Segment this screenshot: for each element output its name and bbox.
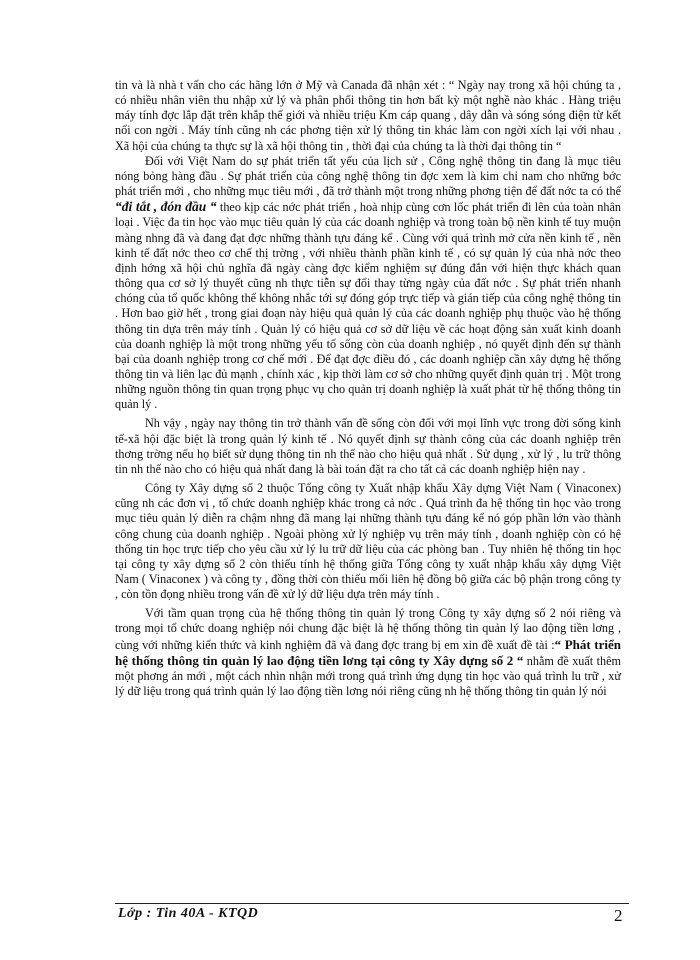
page-number: 2 — [614, 906, 623, 925]
paragraph-5 — [115, 606, 621, 699]
paragraph-1 — [115, 78, 621, 154]
emphasis-shortcut-phrase: “đi tắt , đón đầu “ — [115, 199, 217, 215]
paragraph-3-text: Nh vậy , ngày nay thông tin trở thành vấn đề sống còn đối với mọi lĩnh vực trong đời sống kinh tế-xã hội đặc biệt là trong quản lý kinh tế . Nó quyết định sự thành công của các doanh nghiệp trên thơng trờng nếu họ biết sử dụng thông tin nh thế nào cho hiệu quả nhất . Sử dụng , xử lý , lu trữ thông tin nh thế nào cho có hiệu quả nhất đang là bài toán đặt ra cho tất cả các doanh nghiệp hiện nay . — [115, 416, 621, 476]
paragraph-4-text: Công ty Xây dựng số 2 thuộc Tổng công ty Xuất nhập khẩu Xây dựng Việt Nam ( Vinaconex) cũng nh các đơn vị , tổ chức doanh nghiệp khác trong cả nớc . Quá trình đa hệ thống tin học vào trong mục tiêu quản lý diễn ra chậm nhng đã mang lại những thành tựu đáng kể nó góp phần lớn vào thành công chung của doanh nghiệp . Ngoài phòng xử lý nghiệp vụ trên máy tính , doanh nghiệp còn có hệ thống tin học trực tiếp cho yêu cầu xử lý lu trữ dữ liệu của các phòng ban . Tuy nhiên hệ thống tin học tại công ty xây dựng số 2 còn thiếu tính hệ thống giữa Tổng công ty xuất nhập khẩu xây dựng Việt Nam ( Vinaconex ) và công ty , đồng thời còn thiếu mối liên hệ đồng bộ giữa các bộ phận trong công ty , còn tồn đọng nhiều trong vấn đề xử lý dữ liệu dựa trên máy tính . — [115, 481, 621, 602]
paragraph-1-text: tin và là nhà t vấn cho các hãng lớn ở Mỹ và Canada đã nhận xét : “ Ngày nay trong xã hội chúng ta , có nhiều nhân viên thu nhập xử lý và phân phối thông tin hơn bất kỳ một nghề nào khác . Hàng triệu máy tính đợc lắp đặt trên khắp thế giới và nhiều triệu Km cáp quang , dây dẫn và sóng sóng điện từ kết nối con ngời . Máy tính cũng nh các phơng tiện xử lý thông tin khác làm con ngời xích lại với nhau . Xã hội của chúng ta thực sự là xã hội thông tin , thời đại của chúng ta là thời đại thông tin “ — [115, 78, 621, 153]
footer-divider — [115, 903, 629, 904]
body-text — [115, 78, 621, 699]
thesis-title: “ Phát triển hệ thống thông tin quản lý lao động tiền lơng tại công ty Xây dựng số 2 “ — [115, 636, 621, 668]
footer-class-label: Lớp : Tin 40A - KTQD — [118, 906, 259, 921]
paragraph-2-text-a: Đối với Việt Nam do sự phát triển tất yếu của lịch sử , Công nghệ thông tin đang là mục tiêu nóng bỏng hàng đầu . Sự phát triển của công nghệ thông tin đợc xem là kim chỉ nam cho những bớc phát triển mới , cho những mục tiêu mới , đã trở thành một trong những phơng tiện để đất nớc ta có thể — [115, 153, 621, 199]
paragraph-5-text-a: Với tầm quan trọng của hệ thống thông tin quản lý trong Công ty xây dựng số 2 nói riêng và trong mọi tổ chức doang nghiệp nói chung đặc biệt là hệ thống thông tin quản lý lao động tiền lơng , cùng với những kiến thức và kinh nghiệm đã và đang đợc trang bị em xin đề xuất đề tài : — [115, 606, 621, 652]
paragraph-4 — [115, 481, 621, 602]
paragraph-2-text-b: theo kịp các nớc phát triển , hoà nhịp cùng cơn lốc phát triển đi lên của toàn nhân loại . Việc đa tin học vào mục tiêu quản lý của các doanh nghiệp và trong toàn bộ nền kinh tế tuy muộn màng nhng đã và đang đạt đợc những thành tựu đáng kể . Cùng với quá trình mở cửa nền kinh tế , nền kinh tế đất nớc theo cơ chế thị trờng , với nhiều thành phần kinh tế , có sự quản lý của nhà nớc theo định hớng xã hội chủ nghĩa đã ngày càng đợc kiểm nghiệm sự đúng đắn với hiện thực khách quan thông qua cơ sở lý thuyết cũng nh thực tiễn sự đổi thay từng ngày của đất nớc . Sự phát triển nhanh chóng của tổ quốc không thể không nhắc tới sự đóng góp trực tiếp và gián tiếp của công nghệ thông tin . Hơn bao giờ hết , trong giai đoạn này hiệu quả quản lý của các doanh nghiệp phụ thuộc vào hệ thống thông tin dựa trên máy tính . Quản lý có hiệu quả cơ sở dữ liệu về các hoạt động sản xuất kinh doanh của doanh nghiệp là một trong những yếu tố sống còn của doanh nghiệp , nó quyết định đến sự thành bại của doanh nghiệp trong cơ chế mới . Để đạt đợc điều đó , các doanh nghiệp cần xây dựng hệ thống thông tin và liên lạc đủ mạnh , chính xác , kịp thời làm cơ sở cho những quyết định quản trị . Một trong những nguồn thông tin quan trọng phục vụ cho quản trị doanh nghiệp là xuất phát từ hệ thống thông tin quản lý . — [115, 200, 621, 412]
paragraph-3 — [115, 416, 621, 477]
paragraph-2 — [115, 154, 621, 413]
paragraph-5-text-b: nhằm đề xuất thêm một phơng án mới , một cách nhìn nhận mới trong quá trình ứng dụng tin học vào quá trình lu trữ , xử lý dữ liệu trong quá trình quản lý lao động tiền lơng nói riêng cũng nh hệ thống thông tin quản lý nói — [115, 653, 621, 699]
